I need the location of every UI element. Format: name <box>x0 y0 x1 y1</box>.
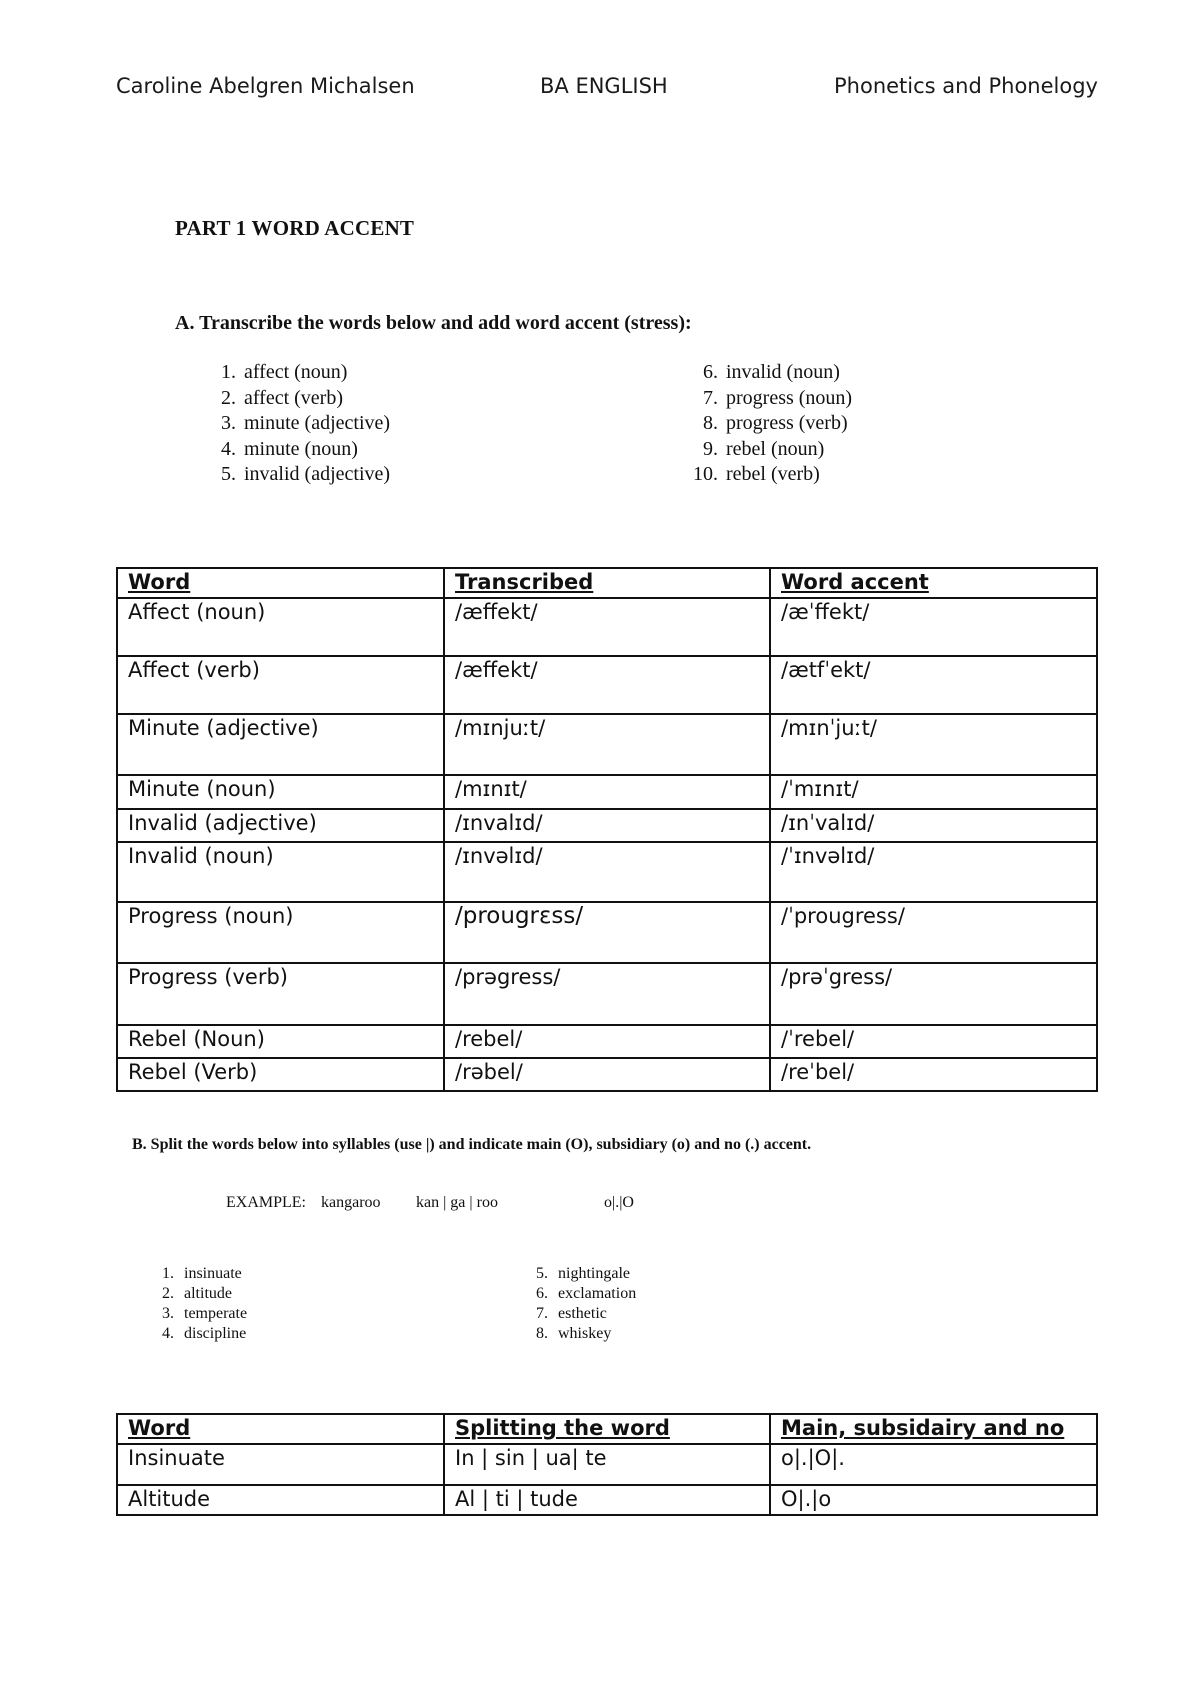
list-item-number: 1. <box>221 361 236 383</box>
cell-word-accent: /ˈɪnvəlɪd/ <box>770 842 1097 902</box>
cell-accent: O|.|o <box>770 1485 1097 1515</box>
cell-split: Al | ti | tude <box>444 1485 770 1515</box>
list-item-text: rebel (verb) <box>726 463 820 485</box>
cell-transcribed: /mɪnjuːt/ <box>444 714 770 775</box>
list-item-text: progress (noun) <box>726 386 853 409</box>
list-item-number: 7. <box>536 1305 548 1322</box>
list-item <box>684 386 852 412</box>
list-item-number: 8. <box>536 1325 548 1342</box>
header-word: Word <box>117 1414 444 1444</box>
example-split: kan | ga | roo <box>416 1194 498 1211</box>
header-author: Caroline Abelgren Michalsen <box>116 74 415 98</box>
section-a-list-right <box>684 360 852 488</box>
cell-word-accent: /reˈbel/ <box>770 1058 1097 1091</box>
cell-word: Affect (noun) <box>117 598 444 656</box>
cell-transcribed: /ɪnvalɪd/ <box>444 809 770 842</box>
list-item-text: rebel (noun) <box>726 437 825 460</box>
header-accent: Main, subsidairy and no <box>770 1414 1097 1444</box>
list-item <box>684 411 852 437</box>
list-item-number: 3. <box>162 1305 174 1322</box>
table-row <box>117 598 1097 656</box>
table-row <box>117 1058 1097 1091</box>
cell-word: Altitude <box>117 1485 444 1515</box>
list-item-number: 5. <box>221 463 236 485</box>
list-item-text: temperate <box>184 1305 248 1322</box>
list-item-number: 10. <box>693 463 718 485</box>
section-b-list-right <box>524 1264 636 1344</box>
example-word: kangaroo <box>321 1194 381 1211</box>
cell-word: Minute (noun) <box>117 775 444 809</box>
list-item-number: 1. <box>162 1265 174 1282</box>
header-transcribed: Transcribed <box>444 568 770 598</box>
cell-transcribed: /æffekt/ <box>444 598 770 656</box>
word-accent-table <box>116 567 1098 1092</box>
list-item <box>150 1324 247 1344</box>
cell-transcribed: /prəgress/ <box>444 963 770 1025</box>
list-item-text: discipline <box>184 1325 247 1342</box>
list-item-text: nightingale <box>558 1265 630 1282</box>
table-header-row <box>117 1414 1097 1444</box>
cell-transcribed: /æffekt/ <box>444 656 770 714</box>
cell-word-accent: /ˈrebel/ <box>770 1025 1097 1058</box>
list-item-number: 6. <box>703 361 718 383</box>
cell-word-accent: /æˈffekt/ <box>770 598 1097 656</box>
list-item <box>202 386 390 412</box>
cell-transcribed: /rebel/ <box>444 1025 770 1058</box>
section-a-heading: A. Transcribe the words below and add word accent (stress): <box>175 312 692 334</box>
cell-word: Invalid (adjective) <box>117 809 444 842</box>
header-word: Word <box>117 568 444 598</box>
list-item-number: 5. <box>536 1265 548 1282</box>
cell-word: Progress (verb) <box>117 963 444 1025</box>
syllable-table <box>116 1413 1098 1516</box>
list-item <box>202 411 390 437</box>
table-row <box>117 1444 1097 1485</box>
list-item <box>524 1324 636 1344</box>
list-item <box>524 1304 636 1324</box>
cell-accent: o|.|O|. <box>770 1444 1097 1485</box>
list-item <box>524 1264 636 1284</box>
list-item-text: exclamation <box>558 1285 637 1302</box>
cell-word: Minute (adjective) <box>117 714 444 775</box>
example-label: EXAMPLE: <box>226 1194 306 1211</box>
cell-transcribed: /mɪnɪt/ <box>444 775 770 809</box>
cell-word: Progress (noun) <box>117 902 444 963</box>
list-item-text: minute (adjective) <box>244 412 391 434</box>
list-item <box>524 1284 636 1304</box>
table-row <box>117 963 1097 1025</box>
list-item-number: 7. <box>703 386 718 409</box>
cell-word-accent: /ɪnˈvalɪd/ <box>770 809 1097 842</box>
list-item-number: 4. <box>162 1325 174 1342</box>
list-item-text: progress (verb) <box>726 412 848 434</box>
list-item-text: whiskey <box>558 1325 612 1342</box>
header-splitting: Splitting the word <box>444 1414 770 1444</box>
list-item-number: 2. <box>162 1285 174 1302</box>
header-course: Phonetics and Phonelogy <box>834 74 1098 98</box>
list-item <box>202 462 390 488</box>
table-row <box>117 842 1097 902</box>
table-row <box>117 714 1097 775</box>
cell-word: Affect (verb) <box>117 656 444 714</box>
list-item-number: 6. <box>536 1285 548 1302</box>
table-row <box>117 656 1097 714</box>
example-accent: o|.|O <box>604 1194 634 1211</box>
list-item <box>684 437 852 463</box>
cell-word: Invalid (noun) <box>117 842 444 902</box>
cell-word: Rebel (Noun) <box>117 1025 444 1058</box>
section-b-heading: B. Split the words below into syllables (use |) and indicate main (O), subsidiary (o) and no (.) accent. <box>132 1136 812 1153</box>
list-item <box>684 360 852 386</box>
cell-word-accent: /ætfˈekt/ <box>770 656 1097 714</box>
table-header-row <box>117 568 1097 598</box>
list-item-text: invalid (noun) <box>726 361 840 383</box>
header-word-accent: Word accent <box>770 568 1097 598</box>
list-item-text: affect (verb) <box>244 386 344 409</box>
cell-word-accent: /ˈmɪnɪt/ <box>770 775 1097 809</box>
section-b-list-left <box>150 1264 247 1344</box>
header-program: BA ENGLISH <box>540 74 668 98</box>
list-item-text: affect (noun) <box>244 361 348 383</box>
cell-word-accent: /mɪnˈjuːt/ <box>770 714 1097 775</box>
list-item <box>150 1284 247 1304</box>
cell-split: In | sin | ua| te <box>444 1444 770 1485</box>
list-item-number: 3. <box>221 412 236 434</box>
list-item-text: esthetic <box>558 1305 607 1322</box>
list-item <box>150 1304 247 1324</box>
list-item <box>202 437 390 463</box>
list-item-text: insinuate <box>184 1265 242 1282</box>
list-item-text: invalid (adjective) <box>244 463 391 485</box>
table-row <box>117 1025 1097 1058</box>
part-title: PART 1 WORD ACCENT <box>175 216 415 240</box>
list-item <box>684 462 852 488</box>
list-item-number: 8. <box>703 412 718 434</box>
list-item <box>202 360 390 386</box>
cell-word-accent: /prəˈgress/ <box>770 963 1097 1025</box>
section-a-list-left <box>202 360 390 488</box>
cell-transcribed: /rəbel/ <box>444 1058 770 1091</box>
list-item <box>150 1264 247 1284</box>
list-item-text: minute (noun) <box>244 437 358 460</box>
cell-transcribed: /prougrεss/ <box>444 902 770 963</box>
table-row <box>117 1485 1097 1515</box>
table-row <box>117 775 1097 809</box>
cell-word-accent: /ˈprougress/ <box>770 902 1097 963</box>
cell-word: Insinuate <box>117 1444 444 1485</box>
list-item-number: 2. <box>221 386 236 409</box>
list-item-number: 4. <box>221 437 236 460</box>
cell-transcribed: /ɪnvəlɪd/ <box>444 842 770 902</box>
cell-word: Rebel (Verb) <box>117 1058 444 1091</box>
list-item-text: altitude <box>184 1285 232 1302</box>
table-row <box>117 809 1097 842</box>
table-row <box>117 902 1097 963</box>
list-item-number: 9. <box>703 437 718 460</box>
